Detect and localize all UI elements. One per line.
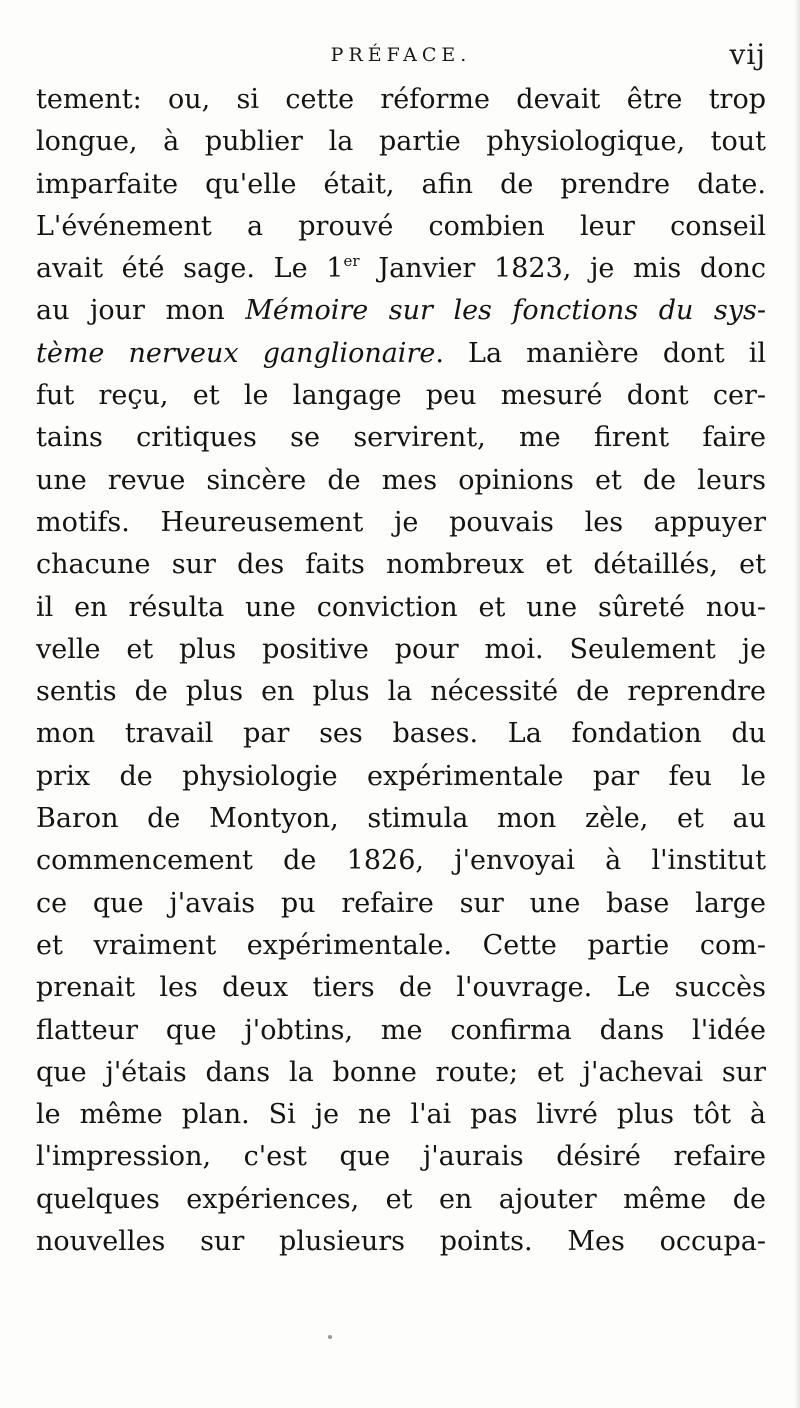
line-text: sentis de plus en plus la nécessité de reprendre	[36, 676, 766, 708]
line-text: imparfaite qu'elle était, afin de prendre date.	[36, 168, 766, 200]
running-title: PRÉFACE.	[330, 44, 472, 66]
text-line	[36, 121, 766, 163]
text-line	[36, 79, 766, 121]
line-text: Janvier 1823, je mis donc	[359, 253, 766, 285]
text-line	[36, 544, 766, 586]
text-line	[36, 375, 766, 417]
line-text: mon travail par ses bases. La fondation du	[36, 718, 766, 750]
line-text: et vraiment expérimentale. Cette partie com-	[36, 929, 766, 961]
text-line	[36, 713, 766, 755]
text-line	[36, 502, 766, 544]
line-text: tains critiques se servirent, me firent faire	[36, 422, 766, 454]
text-line	[36, 798, 766, 840]
line-text: ce que j'avais pu refaire sur une base large	[36, 887, 766, 919]
line-text: Baron de Montyon, stimula mon zèle, et au	[36, 803, 766, 835]
text-line	[36, 967, 766, 1009]
superscript-text: er	[343, 252, 360, 271]
line-text: une revue sincère de mes opinions et de leurs	[36, 464, 766, 496]
line-text: longue, à publier la partie physiologique, tout	[36, 126, 766, 158]
page-edge-shadow	[794, 0, 800, 1408]
line-text: au jour mon	[36, 295, 246, 327]
line-text: nouvelles sur plusieurs points. Mes occupa-	[36, 1226, 766, 1258]
text-line	[36, 925, 766, 967]
line-text: quelques expériences, et en ajouter même de	[36, 1183, 766, 1215]
text-line	[36, 883, 766, 925]
line-text: fut reçu, et le langage peu mesuré dont cer-	[36, 380, 766, 412]
line-text: avait été sage. Le 1	[36, 253, 344, 285]
line-text: motifs. Heureusement je pouvais les appuyer	[36, 506, 766, 538]
line-text: velle et plus positive pour moi. Seulement je	[36, 633, 766, 665]
line-text: commencement de 1826, j'envoyai à l'institut	[36, 845, 766, 877]
line-text: tement: ou, si cette réforme devait être trop	[36, 84, 766, 115]
text-line	[36, 629, 766, 671]
text-line	[36, 1094, 766, 1136]
text-line	[36, 417, 766, 459]
text-line	[36, 1052, 766, 1094]
italic-title-text: Mémoire sur les fonctions du sys-	[245, 295, 766, 327]
line-text: chacune sur des faits nombreux et détaillés, et	[36, 549, 766, 581]
text-line	[36, 1179, 766, 1221]
italic-title-text: tème nerveux ganglionaire	[36, 337, 436, 369]
text-line	[36, 248, 766, 290]
text-line	[36, 460, 766, 502]
text-line	[36, 206, 766, 248]
page-number: vij	[729, 38, 766, 71]
text-line	[36, 587, 766, 629]
text-line	[36, 164, 766, 206]
printer-mark	[328, 1335, 332, 1339]
line-text: que j'étais dans la bonne route; et j'achevai sur	[36, 1056, 766, 1088]
text-line	[36, 290, 766, 332]
line-text: flatteur que j'obtins, me confirma dans l'idée	[36, 1014, 766, 1046]
line-text: prix de physiologie expérimentale par feu le	[36, 760, 766, 792]
line-text: le même plan. Si je ne l'ai pas livré plus tôt à	[36, 1099, 766, 1131]
line-text: l'impression, c'est que j'aurais désiré refaire	[36, 1141, 766, 1173]
preface-body-text	[36, 79, 766, 1263]
line-text: . La manière dont il	[435, 337, 766, 369]
running-head	[36, 38, 766, 78]
text-line	[36, 1221, 766, 1263]
line-text: prenait les deux tiers de l'ouvrage. Le succès	[36, 972, 766, 1004]
line-text: L'événement a prouvé combien leur conseil	[36, 210, 766, 242]
text-line	[36, 756, 766, 798]
text-line	[36, 1136, 766, 1178]
text-line	[36, 1010, 766, 1052]
line-text: il en résulta une conviction et une sûreté nou-	[36, 591, 766, 623]
text-line	[36, 840, 766, 882]
text-line	[36, 671, 766, 713]
text-line	[36, 333, 766, 375]
